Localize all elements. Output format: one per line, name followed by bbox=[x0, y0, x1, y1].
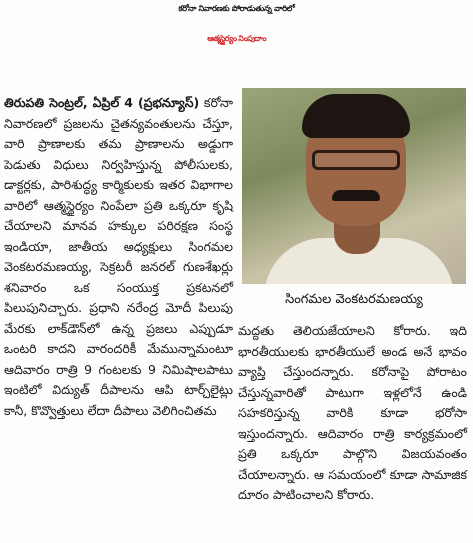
portrait-mustache bbox=[332, 190, 380, 201]
portrait-glasses bbox=[312, 150, 400, 170]
photo-caption: సింగమల వెంకటరమణయ్య bbox=[285, 292, 423, 307]
portrait-hair bbox=[302, 94, 410, 138]
portrait-photo bbox=[242, 88, 466, 284]
article-right-column: మద్దతు తెలియజేయాలని కోరారు. ఇది భారతీయులకు భారతీయులే అండ అనే భావం వ్యాప్తి చేస్తుందన్నారు. కరోనాపై పోరాటం చేస్తున్నవారితో పాటుగా ఇళ్లలోనే ఉండి సహకరిస్తున్న వారికి కూడా భరోసా ఇస్తుందన్నారు. ఆదివారం రాత్రి కార్యక్రమంలో ప్రతి ఒక్కరూ పాల్గొని విజయవంతం చేయాలన్నారు. ఆ సమయంలో కూడా సామాజిక దూరం పాటించాలని కోరారు. bbox=[238, 323, 467, 502]
article-kicker: కరోనా నివారణకు పోరాడుతున్న వారిలో bbox=[178, 4, 295, 13]
article-headline: ఆత్మస్థైర్యం నింపుదాం bbox=[207, 34, 266, 43]
article-left-column bbox=[4, 93, 233, 421]
article-left-body: కరోనా నివారణలో ప్రజలను చైతన్యవంతులను చేస్తూ, వారి ప్రాణాలకు తమ ప్రాణాలను అడ్డుగా పెడుతు విధులు నిర్వహిస్తున్న పోలీసులకు, డాక్టర్లకు, పారిశుద్ధ్య కార్మికులకు ఇతర విభాగాల వారిలో ఆత్మస్థైర్యం నింపేలా ప్రతి ఒక్కరూ కృషి చేయాలని మానవ హక్కుల పరిరక్షణ సంస్థ ఇండియా, జాతీయ అధ్యక్షులు సింగమల వెంకటరమణయ్య, సెక్రటరీ జనరల్ గుణశేఖర్లు శనివారం ఒక సంయుక్త ప్రకటనలో పిలుపునిచ్చారు. ప్రధాని నరేంద్ర మోదీ పిలుపు మేరకు లాక్‌డౌన్‌లో ఉన్న ప్రజలు ఎప్పుడూ ఒంటరి కాదని వారందరికీ మేమున్నామంటూ ఆదివారం రాత్రి 9 గంటలకు 9 నిమిషాలపాటు ఇంటిలో విద్యుత్ దీపాలను ఆపి టార్చ్‌లైట్లు కానీ, కొవ్వొత్తులు లేదా దీపాలు వెలిగించితమ bbox=[4, 95, 233, 418]
article-dateline: తిరుపతి సెంట్రల్, ఏప్రిల్ 4 (ప్రభన్యూస్) bbox=[4, 95, 200, 110]
